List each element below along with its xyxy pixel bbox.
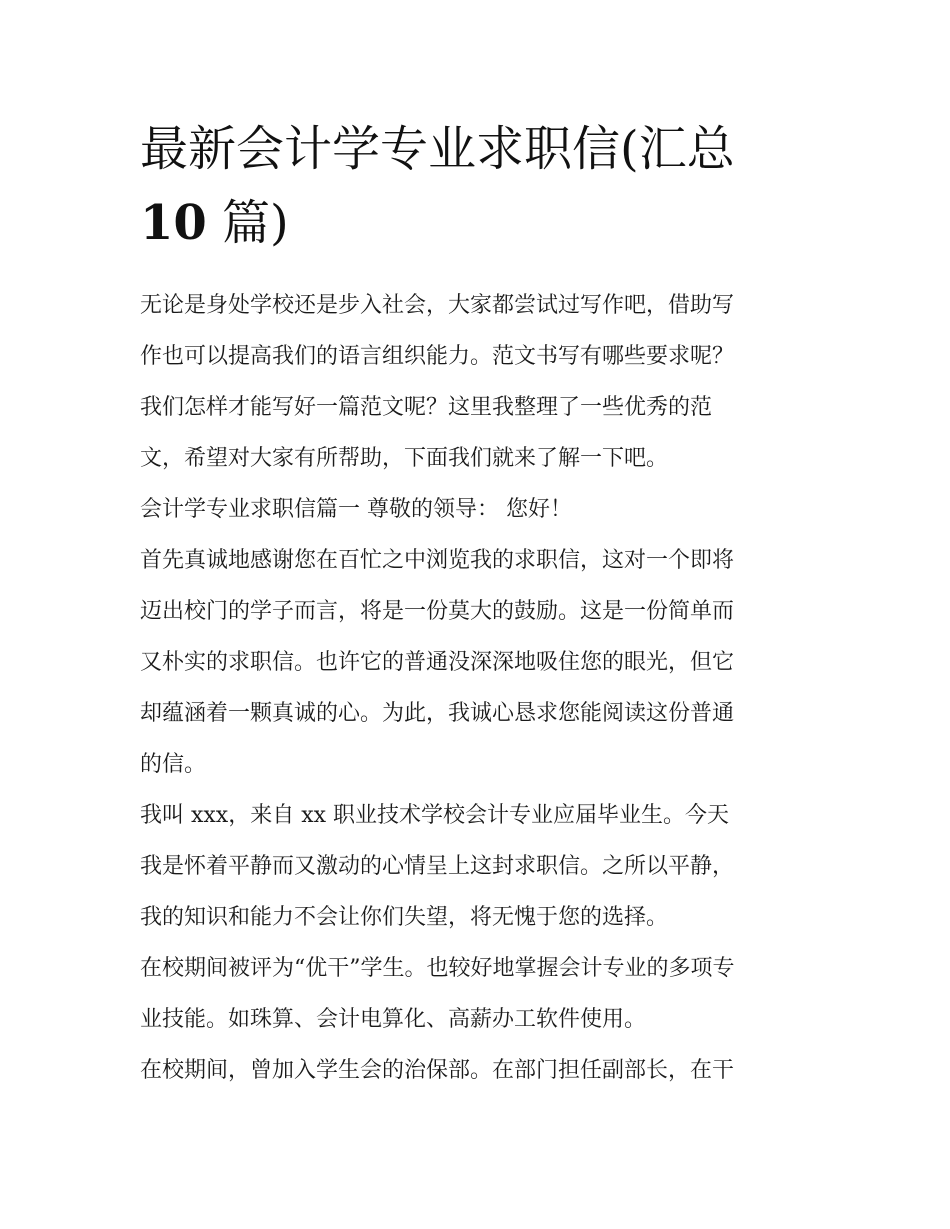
document-title	[140, 112, 820, 260]
paragraph-line: 的信。	[140, 752, 207, 777]
paragraph-line: 我的知识和能力不会让你们失望，将无愧于您的选择。	[140, 905, 669, 930]
paragraph-line: 作也可以提高我们的语言组织能力。范文书写有哪些要求呢？	[140, 344, 735, 369]
paragraph-line: 在校期间被评为“优干”学生。也较好地掌握会计专业的多项专	[140, 956, 735, 981]
paragraph-line: 在校期间，曾加入学生会的治保部。在部门担任副部长，在干	[140, 1058, 735, 1083]
title-text: 最新会计学专业求职信(汇总	[140, 121, 735, 177]
paragraph-line: 业技能。如珠算、会计电算化、高薪办工软件使用。	[140, 1007, 647, 1032]
paragraph-line: 文，希望对大家有所帮助，下面我们就来了解一下吧。	[140, 446, 669, 471]
paragraph-line: 却蕴涵着一颗真诚的心。为此，我诚心恳求您能阅读这份普通	[140, 701, 735, 726]
paragraph-line: 无论是身处学校还是步入社会，大家都尝试过写作吧，借助写	[140, 293, 735, 318]
title-suffix: 篇)	[206, 195, 289, 251]
paragraph-line: 我们怎样才能写好一篇范文呢？这里我整理了一些优秀的范	[140, 395, 713, 420]
paragraph-line: 我是怀着平静而又激动的心情呈上这封求职信。之所以平静，	[140, 854, 735, 879]
document-body	[140, 280, 820, 1096]
paragraph-line: 迈出校门的学子而言，将是一份莫大的鼓励。这是一份简单而	[140, 599, 735, 624]
paragraph-line: 会计学专业求职信篇一 尊敬的领导： 您好！	[140, 497, 572, 522]
title-number: 10	[140, 195, 207, 251]
paragraph-line: 首先真诚地感谢您在百忙之中浏览我的求职信，这对一个即将	[140, 548, 735, 573]
paragraph-line: 我叫 xxx，来自 xx 职业技术学校会计专业应届毕业生。今天	[140, 803, 730, 828]
paragraph-line: 又朴实的求职信。也许它的普通没深深地吸住您的眼光，但它	[140, 650, 735, 675]
